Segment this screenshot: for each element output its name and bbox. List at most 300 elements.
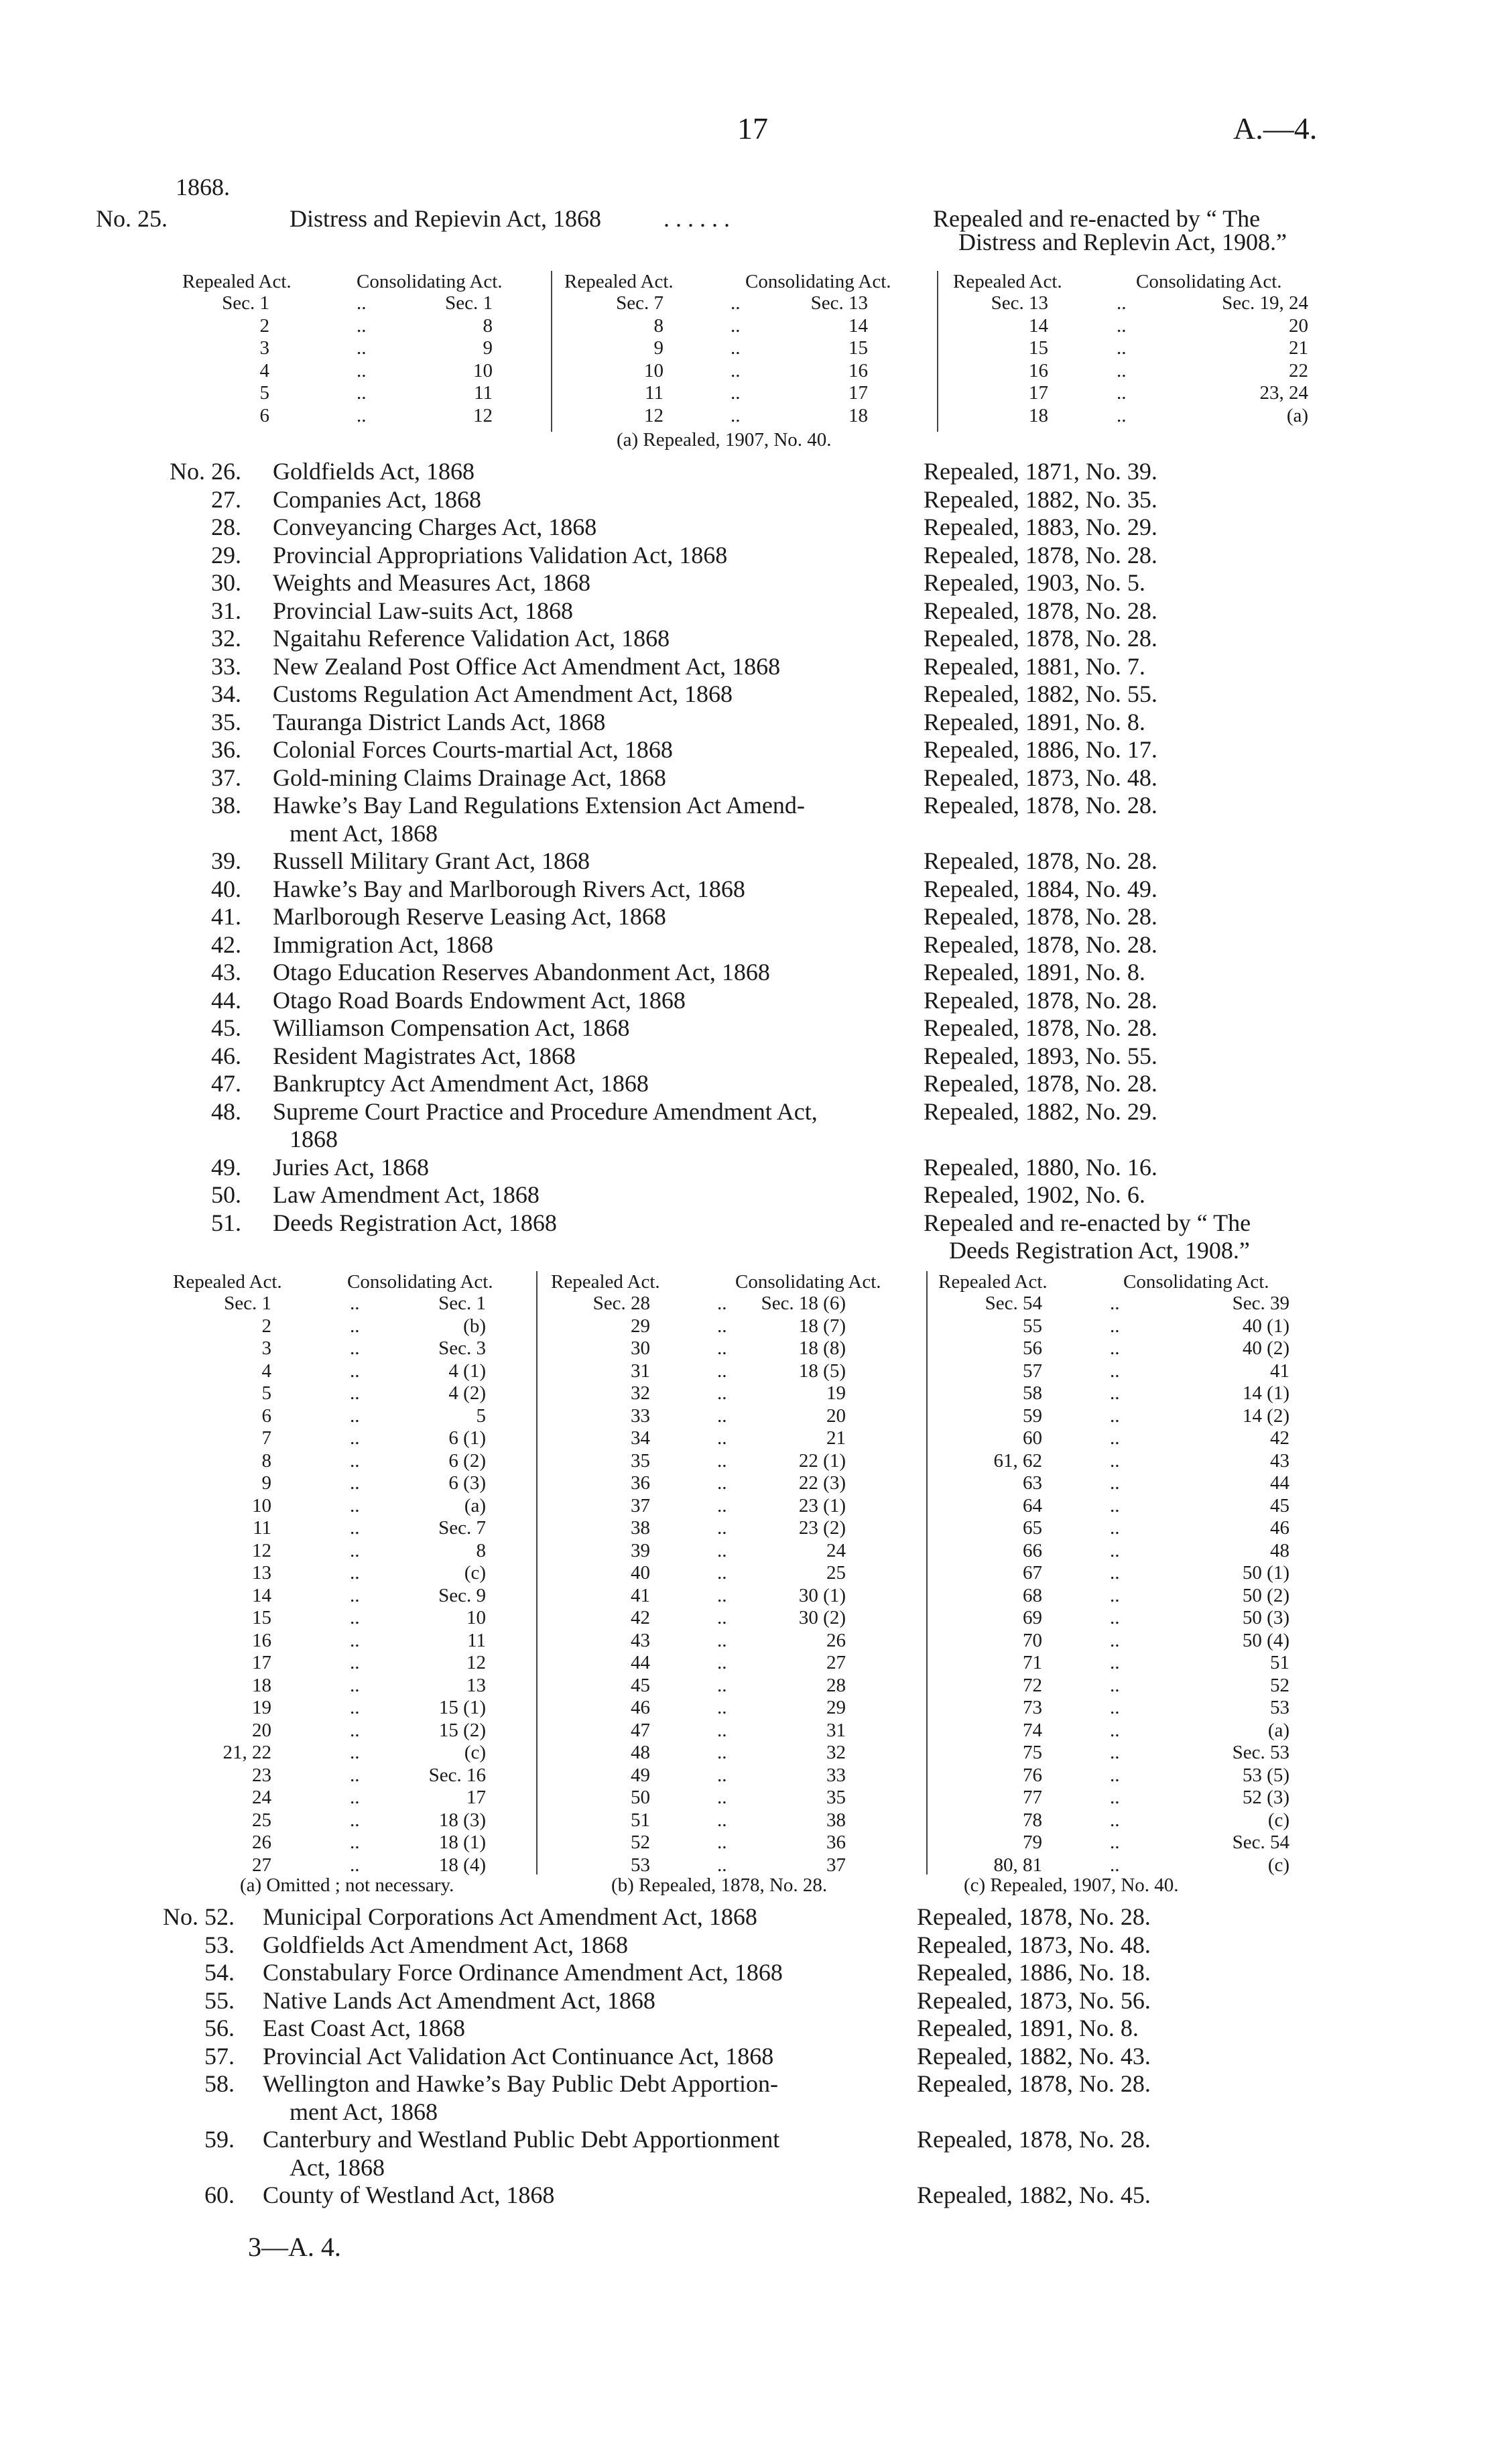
entry-title: Goldfields Act, 1868: [273, 458, 475, 485]
repealed-section: 59: [1023, 1405, 1042, 1427]
consolidating-section: 38: [826, 1809, 846, 1831]
leader-dots: ..: [717, 1449, 727, 1472]
entry-title: Provincial Law-suits Act, 1868: [273, 597, 573, 624]
entry-status: Repealed, 1886, No. 18.: [917, 1959, 1151, 1986]
consolidating-section: (a): [1286, 404, 1308, 426]
repealed-section: 26: [252, 1832, 271, 1853]
entry-title: Tauranga District Lands Act, 1868: [273, 708, 606, 735]
leader-dots: ..: [357, 404, 367, 426]
repealed-section: 12: [644, 404, 664, 426]
entry-title: Companies Act, 1868: [273, 485, 481, 513]
leader-dots: ..: [717, 1764, 727, 1786]
entry-title: Goldfields Act Amendment Act, 1868: [263, 1931, 628, 1958]
entry-title: Russell Military Grant Act, 1868: [273, 847, 590, 874]
repealed-section: 69: [1023, 1607, 1042, 1628]
repealed-section: 51: [631, 1809, 650, 1831]
entry-status: Repealed, 1881, No. 7.: [924, 652, 1145, 680]
entry-title-cont: ment Act, 1868: [290, 2098, 438, 2125]
consolidating-section: (c): [464, 1562, 486, 1584]
leader-dots: ..: [350, 1764, 360, 1786]
repealed-section: 66: [1023, 1539, 1042, 1561]
repealed-section: 45: [631, 1674, 650, 1696]
entry-status: Repealed, 1884, No. 49.: [924, 875, 1157, 902]
column-header: Repealed Act.: [564, 271, 674, 292]
consolidating-section: 22: [1289, 359, 1308, 381]
consolidating-section: 27: [826, 1652, 846, 1673]
repealed-section: 6: [261, 1405, 271, 1427]
repealed-section: 2: [261, 1315, 271, 1337]
leader-dots: ..: [350, 1652, 360, 1673]
repealed-section: 3: [259, 337, 269, 359]
consolidating-section: 6 (2): [448, 1449, 486, 1472]
repealed-section: 67: [1023, 1562, 1042, 1584]
repealed-section: 4: [259, 359, 269, 381]
consolidating-section: 5: [476, 1405, 486, 1427]
entry-title: Municipal Corporations Act Amendment Act, 1868: [263, 1903, 757, 1930]
entry-status: Repealed and re-enacted by “ The: [924, 1209, 1251, 1236]
consolidating-section: 18 (7): [798, 1315, 846, 1337]
entry-number: 28.: [211, 514, 241, 540]
leader-dots: ..: [717, 1494, 727, 1516]
entry-status: Repealed, 1878, No. 28.: [917, 2070, 1151, 2097]
entry-number: 47.: [211, 1070, 241, 1097]
repealed-section: 65: [1023, 1517, 1042, 1539]
leader-dots: ..: [1110, 1629, 1120, 1651]
consolidating-section: Sec. 1: [438, 1293, 486, 1314]
entry-number: 35.: [211, 708, 241, 735]
entry-status: Repealed, 1878, No. 28.: [924, 847, 1157, 874]
entry-status: Repealed, 1878, No. 28.: [924, 931, 1157, 958]
repealed-section: 23: [252, 1764, 271, 1786]
repealed-section: 4: [261, 1360, 271, 1382]
consolidating-section: 15 (2): [438, 1719, 486, 1741]
entry-status: Repealed, 1886, No. 17.: [924, 736, 1157, 763]
leader-dots: ..: [731, 314, 741, 337]
entry-number: 58.: [204, 2070, 235, 2097]
entry-status: Repealed, 1882, No. 55.: [924, 680, 1157, 707]
entry-status: Repealed, 1878, No. 28.: [924, 1014, 1157, 1041]
consolidating-section: 19: [826, 1382, 846, 1404]
entry-title: Distress and Repievin Act, 1868: [290, 205, 601, 232]
leader-dots: ..: [1117, 314, 1127, 337]
repealed-section: 60: [1023, 1427, 1042, 1449]
entry-number: 36.: [211, 736, 241, 763]
consolidating-section: 13: [466, 1674, 486, 1696]
consolidating-section: 50 (1): [1242, 1562, 1289, 1584]
consolidating-section: 44: [1270, 1472, 1289, 1494]
entry-number: 29.: [211, 541, 241, 569]
consolidating-section: 8: [483, 314, 493, 337]
leader-dots: ..: [717, 1315, 727, 1337]
leader-dots: ..: [357, 337, 367, 359]
entry-title: Juries Act, 1868: [273, 1153, 429, 1181]
consolidating-section: 14 (2): [1242, 1405, 1289, 1427]
consolidating-section: 23 (2): [798, 1517, 846, 1539]
consolidating-section: 43: [1270, 1449, 1289, 1472]
leader-dots: ..: [1110, 1562, 1120, 1584]
entry-status: Repealed, 1878, No. 28.: [924, 597, 1157, 624]
leader-dots: ..: [350, 1607, 360, 1628]
repealed-section: 44: [631, 1652, 650, 1673]
leader-dots: ..: [731, 382, 741, 404]
consolidating-section: 24: [826, 1539, 846, 1561]
entry-status: Repealed, 1893, No. 55.: [924, 1042, 1157, 1069]
repealed-section: 74: [1023, 1719, 1042, 1741]
leader-dots: ..: [1110, 1854, 1120, 1876]
leader-dots: . . . . . .: [664, 205, 730, 232]
repealed-section: 73: [1023, 1697, 1042, 1718]
entry-status-cont: Distress and Replevin Act, 1908.”: [958, 229, 1287, 255]
entry-title: Law Amendment Act, 1868: [273, 1181, 540, 1208]
repealed-section: 8: [653, 314, 664, 337]
entry-status: Repealed, 1883, No. 29.: [924, 514, 1157, 540]
entry-status: Repealed, 1878, No. 28.: [917, 1903, 1151, 1930]
consolidating-section: 15: [848, 337, 868, 359]
consolidating-section: Sec. 1: [445, 292, 493, 314]
consolidating-section: 42: [1270, 1427, 1289, 1449]
column-header: Repealed Act.: [953, 271, 1062, 292]
consolidating-section: 15 (1): [438, 1697, 486, 1718]
leader-dots: ..: [350, 1337, 360, 1359]
leader-dots: ..: [1117, 404, 1127, 426]
repealed-section: 63: [1023, 1472, 1042, 1494]
repealed-section: 6: [259, 404, 269, 426]
leader-dots: ..: [1117, 359, 1127, 381]
repealed-section: 20: [252, 1719, 271, 1741]
entry-status: Repealed, 1882, No. 45.: [917, 2182, 1151, 2208]
consolidating-section: 35: [826, 1787, 846, 1808]
consolidating-section: 50 (3): [1242, 1607, 1289, 1628]
entry-number: 49.: [211, 1153, 241, 1181]
repealed-section: 57: [1023, 1360, 1042, 1382]
repealed-section: 14: [252, 1584, 271, 1606]
consolidating-section: 29: [826, 1697, 846, 1718]
leader-dots: ..: [1110, 1405, 1120, 1427]
repealed-section: 39: [631, 1539, 650, 1561]
entry-status: Repealed and re-enacted by “ The: [933, 205, 1261, 232]
entry-number: 30.: [211, 569, 241, 596]
entry-status: Repealed, 1873, No. 56.: [917, 1986, 1151, 2014]
entry-number: 48.: [211, 1097, 241, 1125]
entry-number: 34.: [211, 680, 241, 707]
repealed-section: 42: [631, 1607, 650, 1628]
column-divider: [937, 271, 938, 432]
repealed-section: 18: [252, 1674, 271, 1696]
leader-dots: ..: [350, 1719, 360, 1741]
consolidating-section: 28: [826, 1674, 846, 1696]
consolidating-section: 17: [848, 382, 868, 404]
year-heading: 1868.: [176, 174, 230, 200]
repealed-section: 48: [631, 1742, 650, 1763]
consolidating-section: 6 (1): [448, 1427, 486, 1449]
repealed-section: 64: [1023, 1494, 1042, 1516]
entry-title: East Coast Act, 1868: [263, 2015, 465, 2041]
leader-dots: ..: [1110, 1337, 1120, 1359]
entry-status: Repealed, 1878, No. 28.: [924, 792, 1157, 819]
repealed-section: 37: [631, 1494, 650, 1516]
repealed-section: 55: [1023, 1315, 1042, 1337]
leader-dots: ..: [1110, 1382, 1120, 1404]
entry-title: Otago Road Boards Endowment Act, 1868: [273, 986, 686, 1014]
entry-number: 42.: [211, 931, 241, 958]
consolidating-section: 4 (2): [448, 1382, 486, 1404]
leader-dots: ..: [357, 382, 367, 404]
repealed-section: 40: [631, 1562, 650, 1584]
entry-number: 59.: [204, 2126, 235, 2153]
leader-dots: ..: [1110, 1674, 1120, 1696]
entry-number: 60.: [204, 2182, 235, 2208]
entry-status: Repealed, 1878, No. 28.: [924, 1070, 1157, 1097]
repealed-section: 79: [1023, 1832, 1042, 1853]
leader-dots: ..: [731, 292, 741, 314]
column-header: Consolidating Act.: [1136, 271, 1282, 292]
leader-dots: ..: [350, 1562, 360, 1584]
consolidating-section: 53: [1270, 1697, 1289, 1718]
consolidating-section: 37: [826, 1854, 846, 1876]
consolidating-section: Sec. 54: [1232, 1832, 1289, 1853]
column-header: Consolidating Act.: [1123, 1271, 1269, 1293]
leader-dots: ..: [350, 1382, 360, 1404]
leader-dots: ..: [1110, 1494, 1120, 1516]
repealed-section: Sec. 13: [991, 292, 1048, 314]
consolidating-section: 22 (3): [798, 1472, 846, 1494]
consolidating-section: 18 (1): [438, 1832, 486, 1853]
entry-number: 38.: [211, 792, 241, 819]
repealed-section: 52: [631, 1832, 650, 1853]
repealed-section: 5: [259, 382, 269, 404]
repealed-section: 50: [631, 1787, 650, 1808]
table-note: (a) Repealed, 1907, No. 40.: [617, 429, 832, 451]
consolidating-section: 12: [466, 1652, 486, 1673]
leader-dots: ..: [350, 1293, 360, 1314]
repealed-section: 53: [631, 1854, 650, 1876]
entry-title: Resident Magistrates Act, 1868: [273, 1042, 576, 1069]
repealed-section: 9: [261, 1472, 271, 1494]
consolidating-section: 6 (3): [448, 1472, 486, 1494]
repealed-section: 12: [252, 1539, 271, 1561]
leader-dots: ..: [1110, 1517, 1120, 1539]
entry-status: Repealed, 1882, No. 29.: [924, 1097, 1157, 1125]
leader-dots: ..: [1110, 1449, 1120, 1472]
leader-dots: ..: [1110, 1360, 1120, 1382]
consolidating-section: 33: [826, 1764, 846, 1786]
consolidating-section: 36: [826, 1832, 846, 1853]
repealed-section: Sec. 1: [224, 1293, 271, 1314]
entry-title: Marlborough Reserve Leasing Act, 1868: [273, 903, 666, 930]
table-note: (a) Omitted ; not necessary.: [240, 1874, 454, 1896]
entry-status: Repealed, 1891, No. 8.: [924, 708, 1145, 735]
entry-title: Constabulary Force Ordinance Amendment Act, 1868: [263, 1959, 783, 1986]
entry-number: 44.: [211, 986, 241, 1014]
entry-title: Native Lands Act Amendment Act, 1868: [263, 1986, 655, 2014]
consolidating-section: 30 (2): [798, 1607, 846, 1628]
leader-dots: ..: [1110, 1697, 1120, 1718]
consolidating-section: 20: [826, 1405, 846, 1427]
consolidating-section: 53 (5): [1242, 1764, 1289, 1786]
repealed-section: 15: [252, 1607, 271, 1628]
repealed-section: 17: [252, 1652, 271, 1673]
leader-dots: ..: [1110, 1472, 1120, 1494]
column-header: Consolidating Act.: [357, 271, 503, 292]
entry-number: 31.: [211, 597, 241, 624]
repealed-section: 11: [645, 382, 664, 404]
consolidating-section: (c): [1267, 1809, 1289, 1831]
leader-dots: ..: [717, 1809, 727, 1831]
repealed-section: 3: [261, 1337, 271, 1359]
leader-dots: ..: [717, 1719, 727, 1741]
repealed-section: 41: [631, 1584, 650, 1606]
consolidating-section: 9: [483, 337, 493, 359]
repealed-section: 80, 81: [993, 1854, 1042, 1876]
consolidating-section: 12: [473, 404, 493, 426]
consolidating-section: 18 (3): [438, 1809, 486, 1831]
leader-dots: ..: [717, 1607, 727, 1628]
consolidating-section: (a): [464, 1494, 486, 1516]
entry-title: Williamson Compensation Act, 1868: [273, 1014, 630, 1041]
consolidating-section: 40 (1): [1242, 1315, 1289, 1337]
consolidating-section: 30 (1): [798, 1584, 846, 1606]
leader-dots: ..: [357, 292, 367, 314]
entry-title: Bankruptcy Act Amendment Act, 1868: [273, 1070, 649, 1097]
leader-dots: ..: [1110, 1584, 1120, 1606]
column-header: Consolidating Act.: [347, 1271, 493, 1293]
entry-number: 33.: [211, 652, 241, 680]
entry-status: Repealed, 1871, No. 39.: [924, 458, 1157, 485]
repealed-section: 68: [1023, 1584, 1042, 1606]
repealed-section: 13: [252, 1562, 271, 1584]
leader-dots: ..: [717, 1293, 727, 1314]
leader-dots: ..: [350, 1427, 360, 1449]
consolidating-section: 18 (5): [798, 1360, 846, 1382]
entry-number: 40.: [211, 875, 241, 902]
entry-title: Weights and Measures Act, 1868: [273, 569, 591, 596]
consolidating-section: 4 (1): [448, 1360, 486, 1382]
repealed-section: Sec. 1: [222, 292, 269, 314]
entry-number: 32.: [211, 625, 241, 652]
leader-dots: ..: [1110, 1742, 1120, 1763]
column-header: Repealed Act.: [938, 1271, 1048, 1293]
repealed-section: 27: [252, 1854, 271, 1876]
leader-dots: ..: [1110, 1764, 1120, 1786]
entry-status: Repealed, 1878, No. 28.: [924, 903, 1157, 930]
consolidating-section: Sec. 9: [438, 1584, 486, 1606]
repealed-section: 71: [1023, 1652, 1042, 1673]
page-number: 17: [737, 111, 768, 145]
leader-dots: ..: [350, 1697, 360, 1718]
repealed-section: 72: [1023, 1674, 1042, 1696]
consolidating-section: 10: [473, 359, 493, 381]
leader-dots: ..: [350, 1787, 360, 1808]
entry-number: 39.: [211, 847, 241, 874]
repealed-section: Sec. 54: [985, 1293, 1042, 1314]
page-footer: 3—A. 4.: [248, 2232, 341, 2262]
repealed-section: 70: [1023, 1629, 1042, 1651]
column-divider: [926, 1271, 928, 1874]
entry-status: Repealed, 1903, No. 5.: [924, 569, 1145, 596]
leader-dots: ..: [357, 314, 367, 337]
entry-status: Repealed, 1880, No. 16.: [924, 1153, 1157, 1181]
repealed-section: 46: [631, 1697, 650, 1718]
repealed-section: 14: [1029, 314, 1048, 337]
consolidating-section: 52: [1270, 1674, 1289, 1696]
entry-status: Repealed, 1873, No. 48.: [917, 1931, 1151, 1958]
entry-title: Gold-mining Claims Drainage Act, 1868: [273, 764, 666, 791]
repealed-section: 32: [631, 1382, 650, 1404]
leader-dots: ..: [1110, 1787, 1120, 1808]
consolidating-section: 18: [848, 404, 868, 426]
repealed-section: 38: [631, 1517, 650, 1539]
repealed-section: 15: [1029, 337, 1048, 359]
leader-dots: ..: [717, 1742, 727, 1763]
repealed-section: 16: [252, 1629, 271, 1651]
entry-status: Repealed, 1878, No. 28.: [917, 2126, 1151, 2153]
leader-dots: ..: [350, 1629, 360, 1651]
consolidating-section: (c): [464, 1742, 486, 1763]
consolidating-section: 14 (1): [1242, 1382, 1289, 1404]
leader-dots: ..: [350, 1584, 360, 1606]
leader-dots: ..: [1110, 1539, 1120, 1561]
entry-number: 41.: [211, 903, 241, 930]
consolidating-section: (b): [463, 1315, 486, 1337]
consolidating-section: 25: [826, 1562, 846, 1584]
column-header: Consolidating Act.: [745, 271, 891, 292]
entry-title: County of Westland Act, 1868: [263, 2182, 555, 2208]
consolidating-section: 21: [1289, 337, 1308, 359]
repealed-section: 29: [631, 1315, 650, 1337]
leader-dots: ..: [717, 1539, 727, 1561]
leader-dots: ..: [350, 1854, 360, 1876]
consolidating-section: 22 (1): [798, 1449, 846, 1472]
entry-title-cont: Act, 1868: [290, 2153, 385, 2181]
consolidating-section: (a): [1267, 1719, 1289, 1741]
entry-number: 55.: [204, 1986, 235, 2014]
consolidating-section: 23 (1): [798, 1494, 846, 1516]
leader-dots: ..: [717, 1427, 727, 1449]
repealed-section: 49: [631, 1764, 650, 1786]
column-header: Repealed Act.: [173, 1271, 282, 1293]
leader-dots: ..: [1110, 1293, 1120, 1314]
repealed-section: 24: [252, 1787, 271, 1808]
entry-title: Hawke’s Bay Land Regulations Extension Act Amend-: [273, 792, 805, 819]
entry-title: Ngaitahu Reference Validation Act, 1868: [273, 625, 670, 652]
entry-number: No. 25.: [96, 205, 168, 232]
entry-title-cont: 1868: [290, 1126, 338, 1152]
repealed-section: 21, 22: [223, 1742, 271, 1763]
consolidating-section: 32: [826, 1742, 846, 1763]
entry-status: Repealed, 1902, No. 6.: [924, 1181, 1145, 1208]
consolidating-section: 21: [826, 1427, 846, 1449]
entry-number: 54.: [204, 1959, 235, 1986]
leader-dots: ..: [1110, 1719, 1120, 1741]
column-divider: [551, 271, 552, 432]
repealed-section: 78: [1023, 1809, 1042, 1831]
leader-dots: ..: [350, 1674, 360, 1696]
consolidating-section: 8: [476, 1539, 486, 1561]
consolidating-section: 50 (4): [1242, 1629, 1289, 1651]
entry-title: Conveyancing Charges Act, 1868: [273, 514, 597, 540]
consolidating-section: 10: [466, 1607, 486, 1628]
consolidating-section: 18 (4): [438, 1854, 486, 1876]
leader-dots: ..: [717, 1405, 727, 1427]
repealed-section: 76: [1023, 1764, 1042, 1786]
repealed-section: 7: [261, 1427, 271, 1449]
consolidating-section: 46: [1270, 1517, 1289, 1539]
consolidating-section: Sec. 3: [438, 1337, 486, 1359]
leader-dots: ..: [717, 1584, 727, 1606]
repealed-section: 18: [1029, 404, 1048, 426]
column-header: Repealed Act.: [182, 271, 292, 292]
column-header: Consolidating Act.: [735, 1271, 881, 1293]
